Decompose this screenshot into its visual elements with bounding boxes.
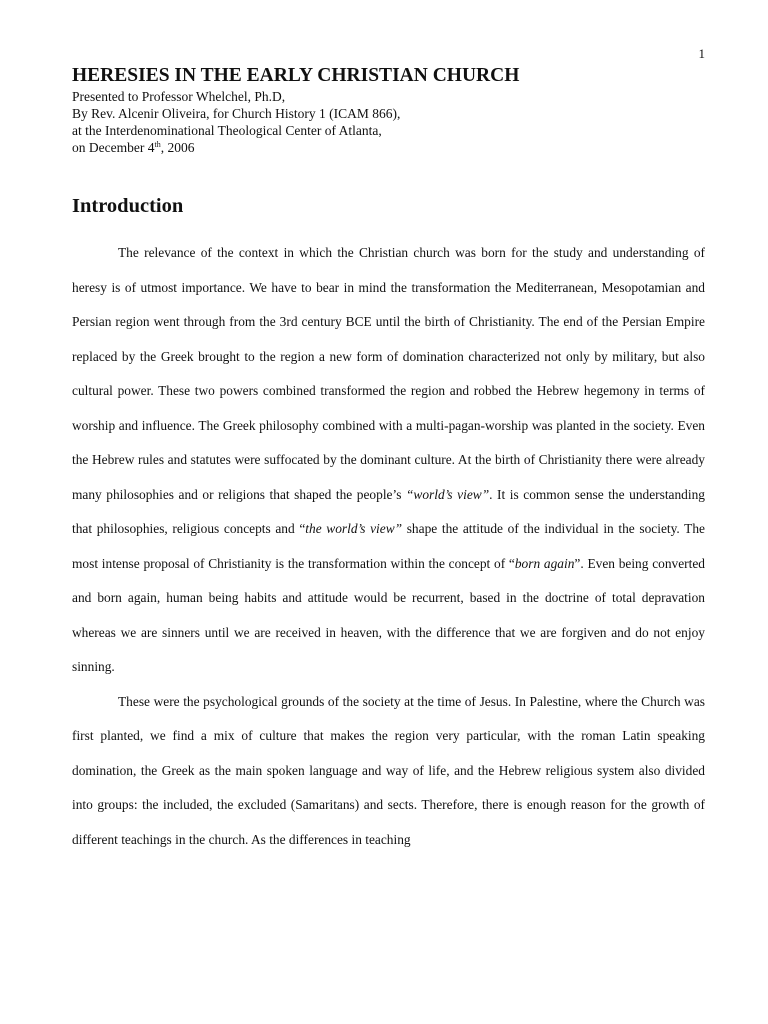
paragraph-1-emphasis-3: born again xyxy=(514,555,575,571)
paragraph-1-part-3: shape the attitude of the individual in the society. The most intense proposal of Christianity is the transformation within the concept of “ xyxy=(72,521,705,571)
paragraph-1-emphasis-2: the world’s view” xyxy=(305,521,403,536)
paragraph-2: These were the psychological grounds of the society at the time of Jesus. In Palestine, where the Church was first planted, we find a mix of culture that makes the region very particular, with the roman Latin speaking domination, the Greek as the main spoken language and way of life, and the Hebrew religious system also divided into groups: the included, the excluded (Samaritans) and sects. Therefore, there is enough reason for the growth of different teachings in the church. As the differences in teaching xyxy=(72,693,705,847)
meta-date-suffix: , 2006 xyxy=(160,140,195,155)
paragraph-1 xyxy=(72,236,705,685)
paragraph-1-part-4: ”. Even being converted and born again, human being habits and attitude would be recurrent, based in the doctrine of total depravation whereas we are sinners until we are received in heaven, with the difference that we are forgiven and do not enjoy sinning. xyxy=(72,555,705,674)
meta-date-prefix: on December 4 xyxy=(72,140,155,155)
document-meta xyxy=(72,88,400,156)
page-number: 1 xyxy=(698,46,705,61)
meta-date xyxy=(72,139,400,156)
body-text xyxy=(72,236,705,857)
meta-institution: at the Interdenominational Theological Center of Atlanta, xyxy=(72,123,382,138)
meta-presented-to: Presented to Professor Whelchel, Ph.D, xyxy=(72,89,286,104)
paragraph-1-emphasis-1: “world’s view” xyxy=(405,486,490,502)
paragraph-1-part-2: . It is common sense the understanding that philosophies, religious concepts and “ xyxy=(72,486,705,536)
meta-date-ordinal: th xyxy=(154,140,161,149)
section-heading-introduction: Introduction xyxy=(72,195,184,217)
meta-author: By Rev. Alcenir Oliveira, for Church History 1 (ICAM 866), xyxy=(72,106,401,121)
document-title: HERESIES IN THE EARLY CHRISTIAN CHURCH xyxy=(72,65,520,86)
paragraph-1-part-1: The relevance of the context in which the Christian church was born for the study and understanding of heresy is of utmost importance. We have to bear in mind the transformation the Mediterranean, Mesopotamian and Persian region went through from the 3rd century BCE until the birth of Christianity. The end of the Persian Empire replaced by the Greek brought to the region a new form of domination characterized not only by military, but also cultural power. These two powers combined transformed the region and robbed the Hebrew hegemony in terms of worship and influence. The Greek philosophy combined with a multi-pagan-worship was planted in the society. Even the Hebrew rules and statutes were suffocated by the dominant culture. At the birth of Christianity there were already many philosophies and or religions that shaped the people’s xyxy=(72,245,705,502)
